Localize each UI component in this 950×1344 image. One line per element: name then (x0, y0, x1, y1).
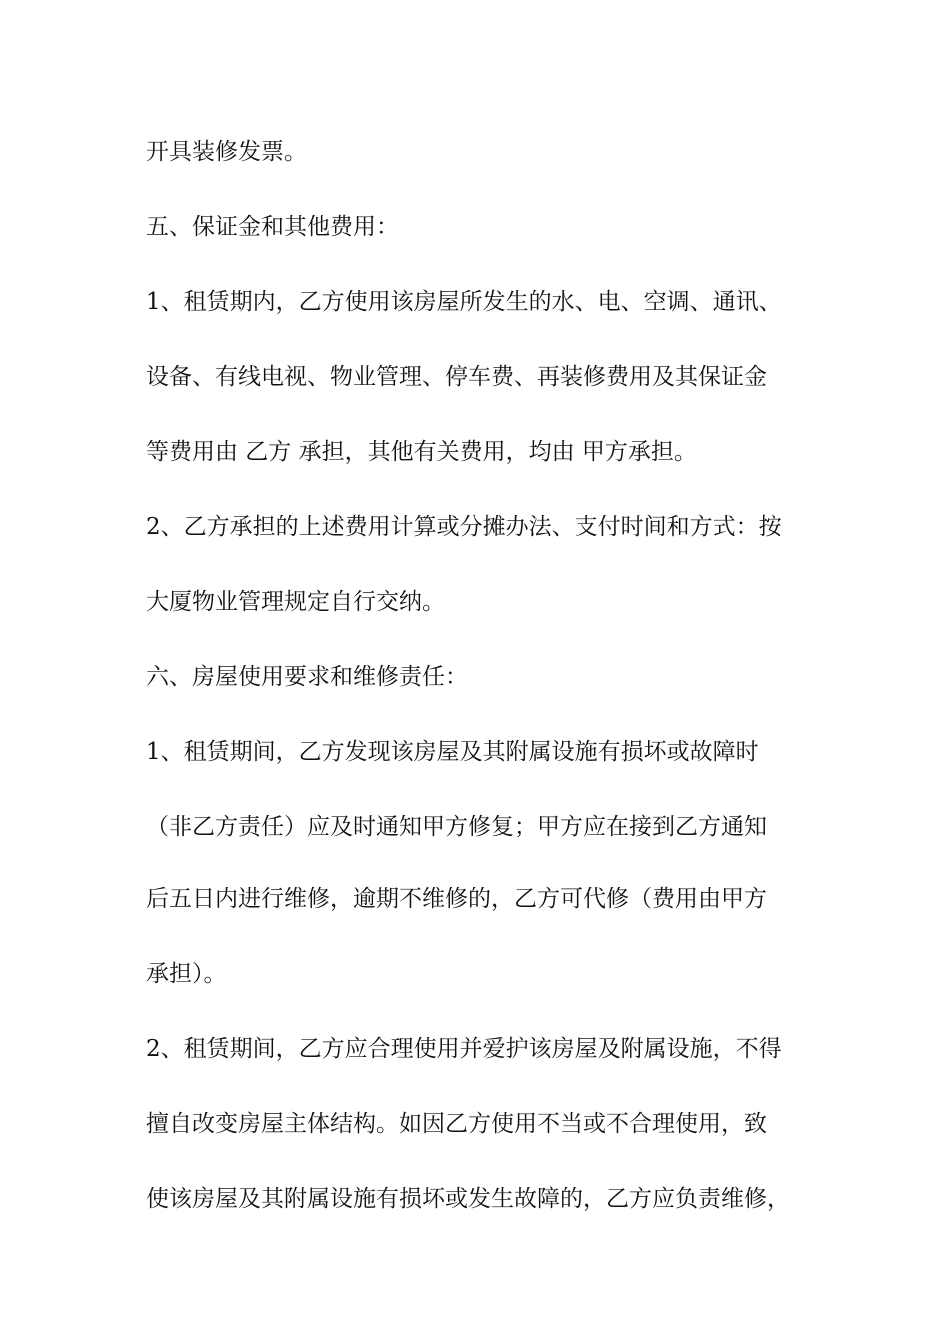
text-line: 大厦物业管理规定自行交纳。 (146, 589, 445, 615)
text-line: 1、租赁期间，乙方发现该房屋及其附属设施有损坏或故障时 (146, 739, 759, 765)
text-line: 设备、有线电视、物业管理、停车费、再装修费用及其保证金 (146, 364, 767, 390)
text-line: 开具装修发票。 (146, 139, 307, 165)
text-line: （非乙方责任）应及时通知甲方修复；甲方应在接到乙方通知 (146, 814, 767, 840)
section-heading: 五、保证金和其他费用： (146, 214, 399, 240)
text-line: 后五日内进行维修，逾期不维修的，乙方可代修（费用由甲方 (146, 886, 767, 912)
text-line: 承担）。 (146, 961, 227, 987)
text-line: 擅自改变房屋主体结构。如因乙方使用不当或不合理使用，致 (146, 1111, 767, 1137)
text-line: 使该房屋及其附属设施有损坏或发生故障的，乙方应负责维修， (146, 1186, 790, 1212)
text-line: 2、乙方承担的上述费用计算或分摊办法、支付时间和方式：按 (146, 514, 782, 540)
text-line: 2、租赁期间，乙方应合理使用并爱护该房屋及附属设施，不得 (146, 1036, 782, 1062)
text-line: 1、租赁期内，乙方使用该房屋所发生的水、电、空调、通讯、 (146, 289, 782, 315)
section-heading: 六、房屋使用要求和维修责任： (146, 664, 468, 690)
text-line: 等费用由 乙方 承担，其他有关费用，均由 甲方承担。 (146, 439, 697, 465)
